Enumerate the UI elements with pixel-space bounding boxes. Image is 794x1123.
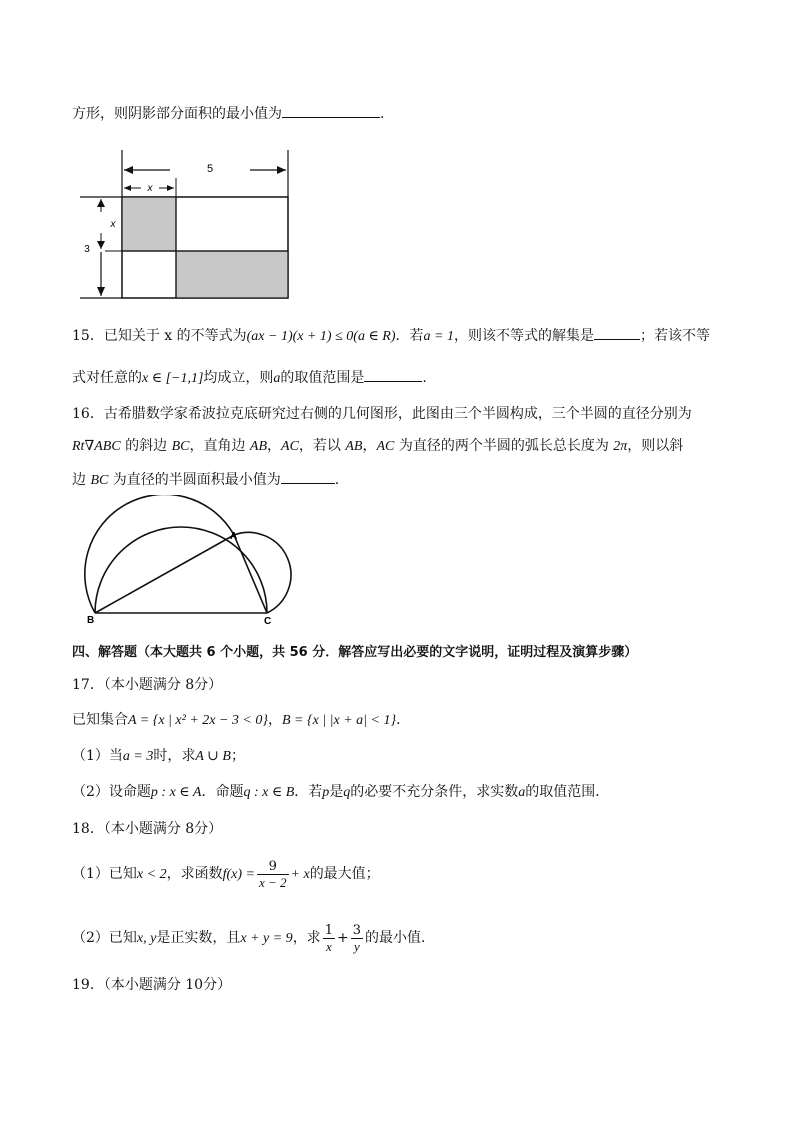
q16-text1: 16．古希腊数学家希波拉克底研究过右侧的几何图形，此图由三个半圆构成，三个半圆的直径分别为: [72, 406, 692, 422]
q18-t: ，求: [292, 930, 321, 946]
q18-cond: x < 2: [136, 867, 167, 882]
rectangle-figure: [75, 140, 305, 310]
q17-v: p: [322, 785, 330, 800]
q18-frac1: [323, 923, 335, 954]
q18-t: 的最大值；: [309, 866, 380, 882]
q15-inequality: (ax − 1)(x + 1) ≤ 0(a ∈ R): [246, 329, 396, 344]
q18-tail: + x: [290, 867, 310, 882]
q16-t: 边: [72, 472, 91, 488]
q16-t: ，: [267, 438, 282, 454]
q17-t: ．: [396, 712, 411, 728]
q17-part1: [72, 746, 245, 767]
q18-t: （1）已知: [72, 866, 137, 882]
q17-cond: a = 3: [122, 749, 154, 764]
q15-end1: ；若该不等: [639, 328, 710, 344]
q17-t: （2）设命题: [72, 784, 151, 800]
q17-set-b: B = {x | |x + a| < 1}: [281, 713, 397, 728]
q15-line2: [72, 367, 427, 389]
answer-blank: [364, 367, 422, 382]
side-ac: [234, 535, 267, 613]
q17-prop-p: p : x ∈ A: [150, 785, 202, 800]
label-c: C: [264, 616, 272, 627]
q17-header: 17．（本小题满分 8分）: [72, 677, 223, 693]
q18-n1: 1: [324, 922, 333, 938]
q15-line1: [72, 325, 710, 347]
q16-t: ，直角边: [189, 438, 250, 454]
q18-plus: +: [336, 930, 349, 946]
q18-fraction: [257, 859, 289, 890]
q16-t: ，若以: [298, 438, 346, 454]
q17-t: ．命题: [201, 784, 244, 800]
q17-given: [72, 710, 410, 731]
q18-t: ，求函数: [166, 866, 223, 882]
q17-t: ，: [267, 712, 282, 728]
answer-blank: [281, 469, 335, 484]
q16-ac: AC: [376, 439, 395, 454]
answer-blank: [282, 103, 380, 118]
label-height-3: 3: [84, 244, 90, 255]
q18-den: x − 2: [258, 874, 287, 890]
q15-line2-mid: 均成立，则: [203, 370, 274, 386]
q18-vars: x, y: [136, 931, 157, 946]
q16-ab: AB: [345, 439, 363, 454]
semicircles-figure: [78, 495, 318, 635]
q15-suffix: ，则该不等式的解集是: [453, 328, 594, 344]
q18-func: f(x) =: [222, 867, 255, 882]
q17-part2: [72, 782, 609, 803]
shaded-square-small: [122, 197, 176, 251]
q16-2pi: 2π: [613, 439, 628, 454]
q18-t: （2）已知: [72, 930, 137, 946]
q15-mid: ．若: [395, 328, 424, 344]
q16-line3: [72, 469, 339, 491]
q16-bc: BC: [171, 439, 190, 454]
q15-line2-suffix: 的取值范围是: [280, 370, 365, 386]
q16-t: 的斜边: [120, 438, 172, 454]
label-x-top: x: [147, 183, 153, 194]
q17-v: a: [518, 785, 526, 800]
q17-t: 已知集合: [72, 712, 128, 728]
label-x-left: x: [110, 219, 116, 230]
q17-t: 是: [329, 784, 344, 800]
q18-n2: 3: [352, 922, 361, 938]
q14-answer-line: [72, 103, 384, 124]
section-heading: 四、解答题（本大题共 6 个小题，共 56 分．解答应写出必要的文字说明，证明过程及演算步骤）: [72, 645, 638, 660]
q16-ac: AC: [281, 439, 299, 454]
q16-ab: AB: [249, 439, 268, 454]
q14-text: 方形，则阴影部分面积的最小值为: [72, 106, 282, 122]
side-ab: [95, 535, 234, 613]
q16-t: 为直径的两个半圆的弧长总长度为: [394, 438, 614, 454]
q17-union: A ∪ B: [195, 749, 231, 764]
q14-end: .: [380, 106, 385, 122]
shaded-rectangle-large: [176, 251, 288, 298]
q18-header: 18．（本小题满分 8分）: [72, 821, 223, 837]
q18-part2: [72, 920, 435, 957]
q18-frac2: [351, 923, 363, 954]
q18-t: 是正实数，且: [156, 930, 241, 946]
q17-t: 时，求: [153, 748, 196, 764]
q18-d1: x: [325, 938, 332, 954]
q16-t: ，: [362, 438, 377, 454]
label-b: B: [87, 615, 95, 626]
q17-v: q: [343, 785, 351, 800]
q17-prop-q: q : x ∈ B: [243, 785, 295, 800]
q18-d2: y: [353, 938, 360, 954]
q18-cond2: x + y = 9: [240, 931, 293, 946]
q15-condition: a = 1: [423, 329, 454, 344]
q18-t: 的最小值．: [364, 930, 435, 946]
q15-end2: .: [422, 370, 427, 386]
label-a: A: [230, 531, 238, 542]
q15-prefix: 15．已知关于 x 的不等式为: [72, 328, 247, 344]
semicircle-ab: [85, 495, 234, 613]
q16-end: .: [334, 472, 340, 488]
q17-set-a: A = {x | x² + 2x − 3 < 0}: [128, 713, 268, 728]
q19-header: 19．（本小题满分 10分）: [72, 977, 232, 993]
q17-t: ；: [230, 748, 245, 764]
q16-bc: BC: [90, 473, 109, 488]
q15-var-a: a: [273, 371, 281, 386]
q16-line2: [72, 436, 683, 457]
label-width-5: 5: [206, 163, 214, 175]
q16-t: ，则以斜: [627, 438, 684, 454]
q16-line1: [72, 404, 692, 424]
q18-num: 9: [257, 859, 289, 875]
q17-t: ．若: [294, 784, 323, 800]
q15-line2-prefix: 式对任意的: [72, 370, 142, 386]
semicircle-bc: [95, 527, 267, 613]
q17-t: 的取值范围．: [525, 784, 610, 800]
answer-blank: [594, 325, 640, 340]
q15-interval: x ∈ [−1,1]: [142, 371, 204, 386]
q17-t: （1）当: [72, 748, 123, 764]
q18-part1: [72, 856, 380, 893]
q16-triangle: Rt∇ABC: [72, 439, 121, 454]
q16-t: 为直径的半圆面积最小值为: [108, 472, 281, 488]
q17-t: 的必要不充分条件，求实数: [350, 784, 519, 800]
